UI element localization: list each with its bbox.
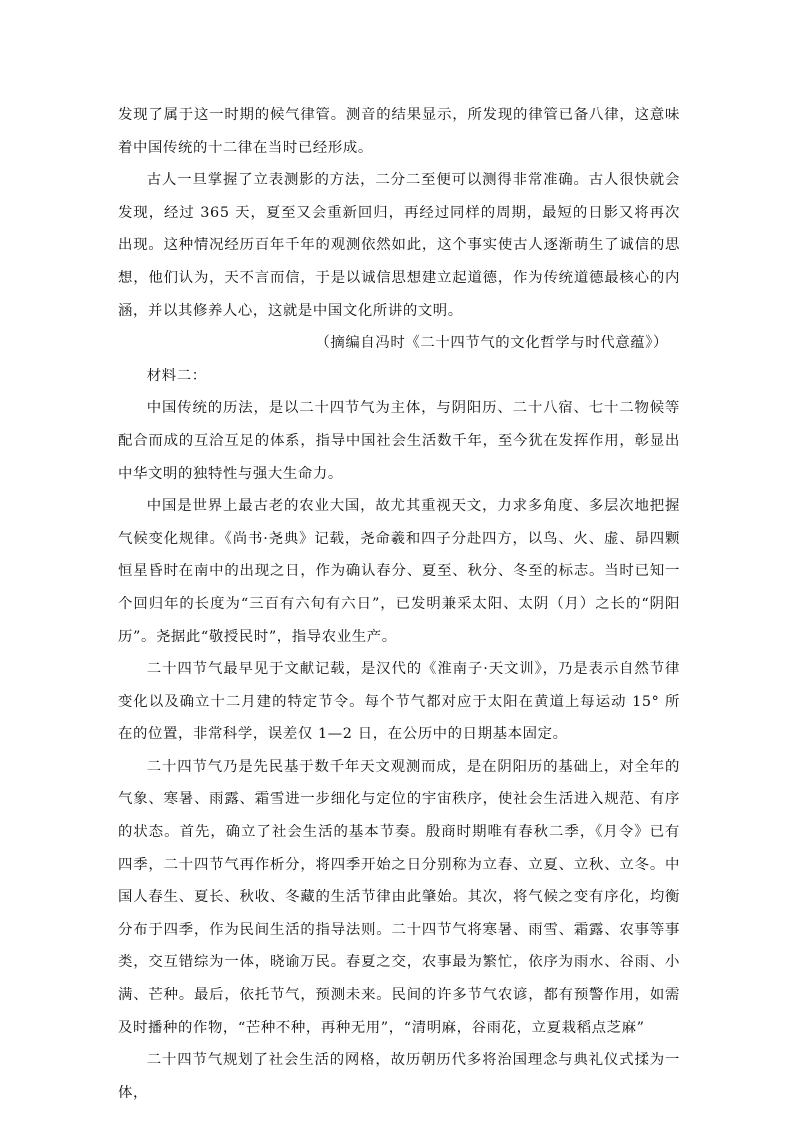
paragraph-shadow-measurement: 古人一旦掌握了立表测影的方法，二分二至便可以测得非常准确。古人很快就会发现，经过 365 天，夏至又会重新回归，再经过同样的周期，最短的日影又将再次出现。这种情况经历百年千年的观测依然如此，这个事实使古人逐渐萌生了诚信的思想，他们认为，天不言而信，于是以诚信思想建立起道德，作为传统道德最核心的内涵，并以其修养人心，这就是中国文化所讲的文明。 — [118, 172, 680, 319]
paragraph-agricultural-country: 中国是世界上最古老的农业大国，故尤其重视天文，力求多角度、多层次地把握气候变化规律。《尚书·尧典》记载，尧命羲和四子分赴四方，以鸟、火、虚、昴四颗恒星昏时在南中的出现之日，作为确认春分、夏至、秋分、冬至的标志。当时已知一个回归年的长度为“三百有六旬有六日”，已发明兼采太阳、太阴（月）之长的“阴阳历”。尧据此“敬授民时”，指导农业生产。 — [118, 498, 680, 645]
paragraph-solar-terms-order: 二十四节气乃是先民基于数千年天文观测而成，是在阴阳历的基础上，对全年的气象、寒暑、雨露、霜雪进一步细化与定位的宇宙秩序，使社会生活进入规范、有序的状态。首先，确立了社会生活的基本节奏。殷商时期唯有春秋二季，《月令》已有四季，二十四节气再作析分，将四季开始之日分别称为立春、立夏、立秋、立冬。中国人春生、夏长、秋收、冬藏的生活节律由此肇始。其次，将气候之变有序化，均衡分布于四季，作为民间生活的指导法则。二十四节气将寒暑、雨雪、霜露、农事等事类，交互错综为一体，晓谕万民。春夏之交，农事最为繁忙，依序为雨水、谷雨、小满、芒种。最后，依托节气，预测未来。民间的许多节气农谚，都有预警作用，如需及时播种的作物，“芒种不种，再种无用”，“清明麻，谷雨花，立夏栽稻点芝麻” — [118, 758, 680, 1036]
paragraph-continuation: 发现了属于这一时期的候气律管。测音的结果显示，所发现的律管已备八律，这意味着中国传统的十二律在当时已经形成。 — [118, 107, 680, 156]
paragraph-earliest-record: 二十四节气最早见于文献记载，是汉代的《淮南子·天文训》，乃是表示自然节律变化以及确立十二月建的特定节令。每个节气都对应于太阳在黄道上每运动 15° 所在的位置，非常科学，误差仅 1—2 日，在公历中的日期基本固定。 — [118, 661, 680, 743]
paragraph-social-grid: 二十四节气规划了社会生活的网格，故历朝历代多将治国理念与典礼仪式揉为一体， — [118, 1052, 680, 1101]
paragraph-calendar-system: 中国传统的历法，是以二十四节气为主体，与阴阳历、二十八宿、七十二物候等配合而成的互洽互足的体系，指导中国社会生活数千年，至今犹在发挥作用，彰显出中华文明的独特性与强大生命力。 — [118, 400, 680, 482]
material-two-heading: 材料二： — [146, 367, 207, 384]
source-citation: （摘编自冯时《二十四节气的文化哲学与时代意蕴》） — [315, 335, 668, 352]
document-body — [118, 99, 680, 1109]
